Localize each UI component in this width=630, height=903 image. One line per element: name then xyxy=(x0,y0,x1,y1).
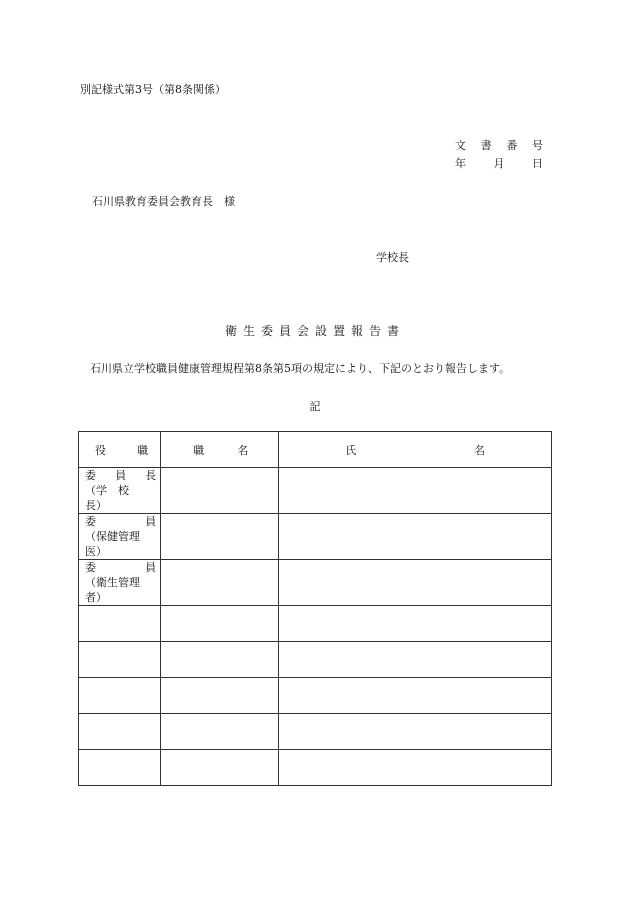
table-row xyxy=(79,514,552,560)
role-title-char: 員 xyxy=(115,469,127,482)
document-number-char: 番 xyxy=(506,139,518,152)
document-title: 衛生委員会設置報告書 xyxy=(224,324,405,338)
table-row xyxy=(79,750,552,786)
header-position-char: 職 xyxy=(193,443,205,457)
document-number-char: 書 xyxy=(480,139,492,152)
role-title xyxy=(85,560,156,575)
role-cell xyxy=(79,750,161,786)
name-cell[interactable] xyxy=(279,678,552,714)
position-cell[interactable] xyxy=(161,678,279,714)
header-name xyxy=(279,432,552,468)
table-row xyxy=(79,642,552,678)
position-cell[interactable] xyxy=(161,750,279,786)
position-cell[interactable] xyxy=(161,514,279,560)
table-header-row xyxy=(79,432,552,468)
ki-heading: 記 xyxy=(309,400,321,413)
role-title-char: 員 xyxy=(145,561,157,574)
date-month: 月 xyxy=(493,157,505,170)
name-cell[interactable] xyxy=(279,468,552,514)
role-title-char: 委 xyxy=(85,561,96,574)
role-title xyxy=(85,514,156,529)
document-number-char: 文 xyxy=(455,139,466,152)
name-cell[interactable] xyxy=(279,714,552,750)
principal: 学校長 xyxy=(376,251,409,264)
header-position xyxy=(161,432,279,468)
addressee: 石川県教育委員会教育長 様 xyxy=(92,195,235,208)
name-cell[interactable] xyxy=(279,514,552,560)
role-title xyxy=(85,468,156,483)
role-cell xyxy=(79,560,161,606)
role-cell xyxy=(79,606,161,642)
table-row xyxy=(79,606,552,642)
role-cell xyxy=(79,678,161,714)
role-title-char: 員 xyxy=(145,515,157,528)
date-year: 年 xyxy=(455,157,466,170)
header-role-char: 役 xyxy=(95,443,106,457)
document-number xyxy=(455,137,543,153)
table-row xyxy=(79,714,552,750)
document-number-char: 号 xyxy=(531,139,543,152)
role-cell xyxy=(79,714,161,750)
header-name-char: 氏 xyxy=(345,443,357,457)
role-cell xyxy=(79,468,161,514)
name-cell[interactable] xyxy=(279,750,552,786)
header-position-char: 名 xyxy=(237,443,249,457)
table-row xyxy=(79,678,552,714)
position-cell[interactable] xyxy=(161,714,279,750)
role-note: （保健管理医） xyxy=(85,530,140,558)
position-cell[interactable] xyxy=(161,560,279,606)
committee-table xyxy=(78,431,552,786)
name-cell[interactable] xyxy=(279,642,552,678)
role-cell xyxy=(79,514,161,560)
name-cell[interactable] xyxy=(279,560,552,606)
role-title-char: 委 xyxy=(85,469,96,482)
position-cell[interactable] xyxy=(161,468,279,514)
date-day: 日 xyxy=(532,157,543,170)
name-cell[interactable] xyxy=(279,606,552,642)
table-row xyxy=(79,560,552,606)
role-title-char: 委 xyxy=(85,515,96,528)
role-title-char: 長 xyxy=(145,469,157,482)
form-label: 別記様式第3号（第8条関係） xyxy=(80,83,226,96)
body-text: 石川県立学校職員健康管理規程第8条第5項の規定により、下記のとおり報告します。 xyxy=(90,362,511,375)
role-note: （学 校 長） xyxy=(85,484,140,512)
role-note: （衛生管理者） xyxy=(85,576,140,604)
header-role xyxy=(79,432,161,468)
role-cell xyxy=(79,642,161,678)
document-date xyxy=(455,155,543,171)
header-role-char: 職 xyxy=(137,443,149,457)
position-cell[interactable] xyxy=(161,642,279,678)
table-row xyxy=(79,468,552,514)
header-name-char: 名 xyxy=(474,443,485,457)
position-cell[interactable] xyxy=(161,606,279,642)
